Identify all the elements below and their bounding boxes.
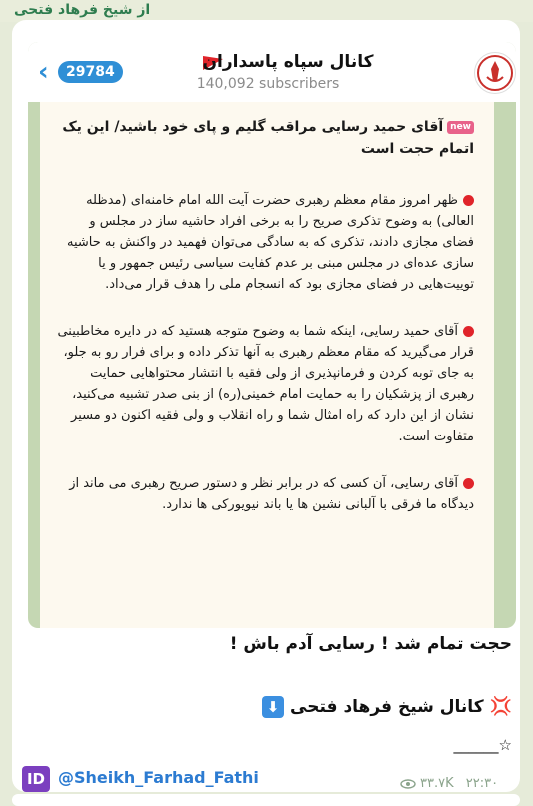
embedded-channel-header	[28, 42, 516, 102]
post-paragraph-text: آقای حمید رسایی، اینکه شما به وضوح متوجه هستید که در دایره مخاطبینی قرار می‌گیرید که مقام معظم رهبری به آنها تذکر داده و برای فرار رو به جلو، به جای توبه کردن و فرمانپذیری از ولی فقیه با انتشار محتواهایی حمایت رهبری از پزشکیان را به حمایت امام خمینی(ره) از بنی صدر تشبیه می‌کنید، نشان از این دارد که راه امثال شما و راه انقلاب و ولی فقیه اکنون دو مسیر متفاوت است.	[57, 324, 474, 444]
channel-handle-link[interactable]: @Sheikh_Farhad_Fathi	[58, 768, 259, 787]
caption-main: حجت تمام شد ! رسایی آدم باش !	[229, 634, 512, 654]
view-count: ۳۳.۷K	[420, 776, 454, 791]
post-paragraph	[54, 473, 474, 515]
post-headline-text: آقای حمید رسایی مراقب گلیم و پای خود باشید/ این یک اتمام حجت است	[62, 119, 474, 157]
post-paragraph	[54, 190, 474, 295]
caption-divider: ☆______	[453, 736, 512, 754]
forward-header	[0, 0, 533, 22]
red-dot-icon	[463, 326, 474, 337]
message-bubble	[12, 20, 520, 792]
message-time: ۲۲:۳۰	[465, 776, 499, 791]
down-arrow-icon: ⬇	[262, 696, 284, 718]
irgc-emblem-icon[interactable]	[474, 52, 516, 94]
post-paragraph-text: ظهر امروز مقام معظم رهبری حضرت آیت الله امام خامنه‌ای (مدظله العالی) به وضوح تذکری صریح را به برخی افراد حاشیه ساز در مجلس و فضای مجازی دادند، تذکری که به سادگی می‌توان فهمید در واکنش به حاشیه سازی عده‌ای در مجلس مبنی بر عدم کفایت سیاسی رئیس جمهور و یا توییت‌هایی در فضای مجازی بود که انسجام ملی را هدف قرار می‌داد.	[67, 193, 474, 292]
post-paragraph	[54, 321, 474, 447]
new-badge: new	[447, 121, 474, 134]
forwarded-from-label[interactable]: از شیخ فرهاد فتحی	[14, 2, 151, 18]
post-body	[54, 116, 474, 541]
message-meta	[400, 776, 498, 791]
post-headline	[54, 116, 474, 160]
unread-count-badge: 29784	[58, 61, 123, 83]
caption-channel	[28, 696, 512, 718]
anger-icon: 💢	[489, 696, 512, 717]
back-button[interactable]	[36, 58, 116, 86]
channel-post	[40, 102, 494, 628]
red-dot-icon	[463, 195, 474, 206]
red-dot-icon	[463, 478, 474, 489]
channel-title: کانال سپاه پاسداران	[202, 52, 374, 72]
embedded-screenshot[interactable]	[28, 42, 516, 628]
chevron-left-icon: ‹	[38, 57, 49, 87]
post-paragraph-text: آقای رسایی، آن کسی که در برابر نظر و دستور صریح رهبری می ماند از دیدگاه ما فرقی با آلبانی نشین ها یا باند نیویورکی ها ندارد.	[69, 476, 474, 512]
subscriber-count: 140,092 subscribers	[196, 76, 340, 92]
caption-channel-text: کانال شیخ فرهاد فتحی	[290, 697, 484, 717]
id-icon: ID	[22, 766, 50, 792]
next-message-edge	[12, 794, 520, 806]
eye-icon	[400, 779, 416, 789]
